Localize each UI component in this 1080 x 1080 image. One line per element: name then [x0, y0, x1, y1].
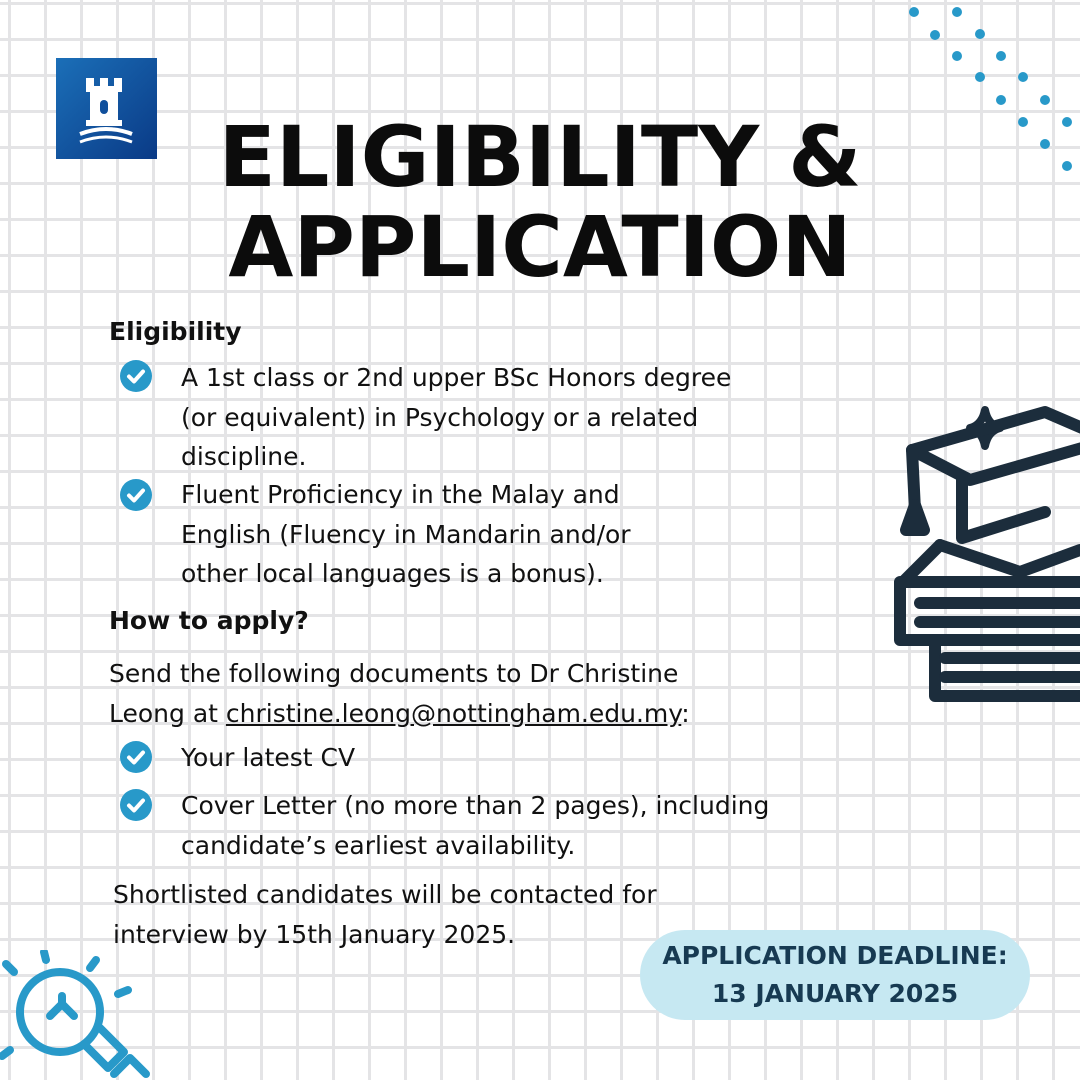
- shortlist-note: [113, 875, 713, 954]
- apply-item-line: candidate’s earliest availability.: [181, 830, 576, 860]
- shortlist-line: Shortlisted candidates will be contacted for: [113, 880, 657, 909]
- graduation-cap-books-icon: [880, 400, 1080, 710]
- apply-intro-suffix: :: [681, 698, 690, 728]
- check-circle-icon: [120, 479, 152, 511]
- eligibility-item-line: (or equivalent) in Psychology or a related: [181, 402, 699, 432]
- eligibility-item-line: Fluent Proficiency in the Malay and: [181, 480, 620, 509]
- lightbulb-icon: [0, 950, 150, 1080]
- title-line-2: APPLICATION: [228, 198, 852, 296]
- apply-intro-line-2: [109, 694, 749, 734]
- check-circle-icon: [120, 789, 152, 821]
- deadline-badge: [640, 930, 1030, 1020]
- apply-intro: [109, 654, 749, 733]
- apply-intro-prefix: Leong at: [109, 698, 226, 728]
- eligibility-item-line: English (Fluency in Mandarin and/or: [181, 519, 631, 549]
- eligibility-item-line: other local languages is a bonus).: [181, 559, 604, 588]
- title-line-1: ELIGIBILITY &: [218, 108, 862, 206]
- page-title: [0, 108, 1080, 296]
- how-to-apply-heading: How to apply?: [109, 606, 309, 635]
- shortlist-line: interview by 15th January 2025.: [113, 919, 516, 949]
- deadline-label: APPLICATION DEADLINE:: [662, 941, 1008, 970]
- apply-intro-line: Send the following documents to Dr Christine: [109, 659, 679, 688]
- eligibility-heading: Eligibility: [109, 317, 242, 346]
- apply-item-line: Your latest CV: [181, 743, 356, 772]
- deadline-date: 13 JANUARY 2025: [711, 979, 959, 1008]
- eligibility-item-line: discipline.: [181, 442, 307, 471]
- eligibility-item-line: A 1st class or 2nd upper BSc Honors degree: [181, 363, 732, 392]
- apply-item-line: Cover Letter (no more than 2 pages), including: [181, 791, 770, 820]
- check-circle-icon: [120, 360, 152, 392]
- email-link[interactable]: christine.leong@nottingham.edu.my: [225, 698, 682, 728]
- check-circle-icon: [120, 741, 152, 773]
